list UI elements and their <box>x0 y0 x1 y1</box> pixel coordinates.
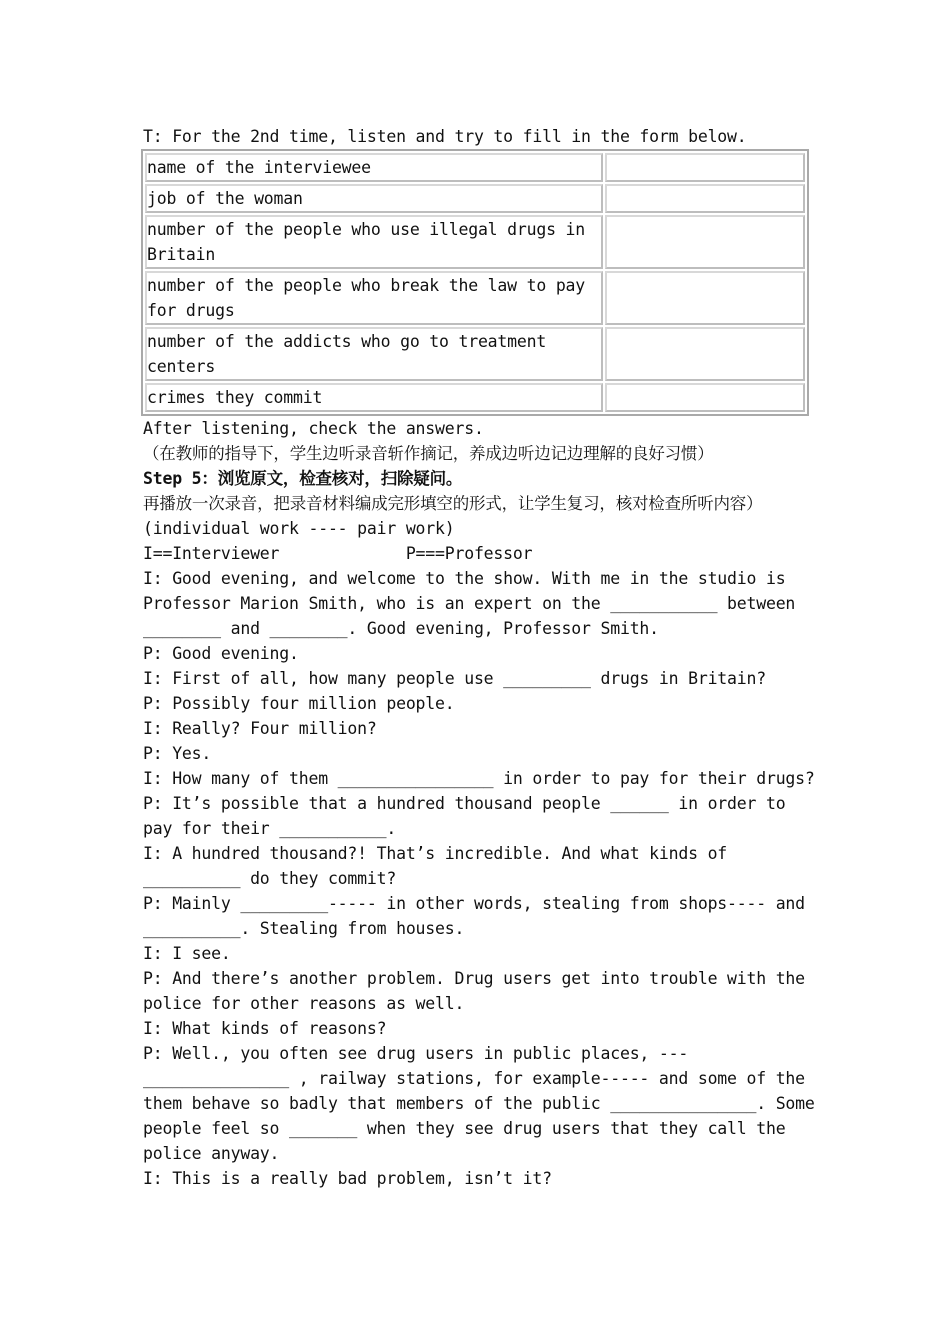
dialogue-line: P: It’s possible that a hundred thousand people ______ in order to <box>143 794 786 813</box>
form-row <box>145 184 805 213</box>
step5-heading: Step 5：浏览原文，检查核对，扫除疑问。 <box>143 469 463 488</box>
dialogue-line: P: Yes. <box>143 744 212 763</box>
dialogue-line: P: Good evening. <box>143 644 299 663</box>
form-answer-cell[interactable] <box>605 153 805 182</box>
dialogue <box>143 566 813 1191</box>
dialogue-line: P: Possibly four million people. <box>143 694 455 713</box>
form-row <box>145 271 805 325</box>
dialogue-line: ________ and ________. Good evening, Professor Smith. <box>143 619 659 638</box>
dialogue-line: police anyway. <box>143 1144 280 1163</box>
after-listening-line: After listening, check the answers. <box>143 419 484 438</box>
form-answer-cell[interactable] <box>605 271 805 325</box>
form-question-cell: number of the people who use illegal drugs in Britain <box>145 215 603 269</box>
document-page <box>143 124 813 1191</box>
dialogue-line: I: Good evening, and welcome to the show. With me in the studio is <box>143 569 786 588</box>
dialogue-line: pay for their ___________. <box>143 819 397 838</box>
dialogue-line: people feel so _______ when they see drug users that they call the <box>143 1119 786 1138</box>
dialogue-line: __________ do they commit? <box>143 869 397 888</box>
dialogue-line: I: First of all, how many people use _________ drugs in Britain? <box>143 669 766 688</box>
form-question-cell: name of the interviewee <box>145 153 603 182</box>
form-row <box>145 327 805 381</box>
form-answer-cell[interactable] <box>605 327 805 381</box>
intro-line: T: For the 2nd time, listen and try to fill in the form below. <box>143 127 747 146</box>
form-row <box>145 215 805 269</box>
step5-description: 再播放一次录音，把录音材料编成完形填空的形式，让学生复习，核对检查所听内容）(individual work ---- pair work) <box>143 494 763 538</box>
form-row <box>145 153 805 182</box>
dialogue-line: I: I see. <box>143 944 231 963</box>
dialogue-line: Professor Marion Smith, who is an expert on the ___________ between <box>143 594 796 613</box>
form-question-cell: crimes they commit <box>145 383 603 412</box>
dialogue-line: __________. Stealing from houses. <box>143 919 465 938</box>
dialogue-line: police for other reasons as well. <box>143 994 465 1013</box>
dialogue-line: _______________ , railway stations, for example----- and some of the <box>143 1069 805 1088</box>
form-answer-cell[interactable] <box>605 184 805 213</box>
teacher-note: （在教师的指导下，学生边听录音斩作摘记，养成边听边记边理解的良好习惯） <box>143 444 714 463</box>
form-answer-cell[interactable] <box>605 215 805 269</box>
dialogue-line: I: What kinds of reasons? <box>143 1019 387 1038</box>
dialogue-line: them behave so badly that members of the public _______________. Some <box>143 1094 815 1113</box>
listening-form <box>141 149 809 416</box>
form-answer-cell[interactable] <box>605 383 805 412</box>
dialogue-line: I: This is a really bad problem, isn’t it? <box>143 1169 552 1188</box>
form-question-cell: number of the addicts who go to treatment centers <box>145 327 603 381</box>
dialogue-line: P: Mainly _________----- in other words, stealing from shops---- and <box>143 894 805 913</box>
dialogue-line: I: Really? Four million? <box>143 719 377 738</box>
speaker-legend: I==Interviewer P===Professor <box>143 544 533 563</box>
form-question-cell: number of the people who break the law to pay for drugs <box>145 271 603 325</box>
dialogue-line: I: A hundred thousand?! That’s incredible. And what kinds of <box>143 844 728 863</box>
dialogue-line: P: Well., you often see drug users in public places, --- <box>143 1044 689 1063</box>
form-row <box>145 383 805 412</box>
dialogue-line: I: How many of them ________________ in order to pay for their drugs? <box>143 769 815 788</box>
form-question-cell: job of the woman <box>145 184 603 213</box>
dialogue-line: P: And there’s another problem. Drug users get into trouble with the <box>143 969 805 988</box>
